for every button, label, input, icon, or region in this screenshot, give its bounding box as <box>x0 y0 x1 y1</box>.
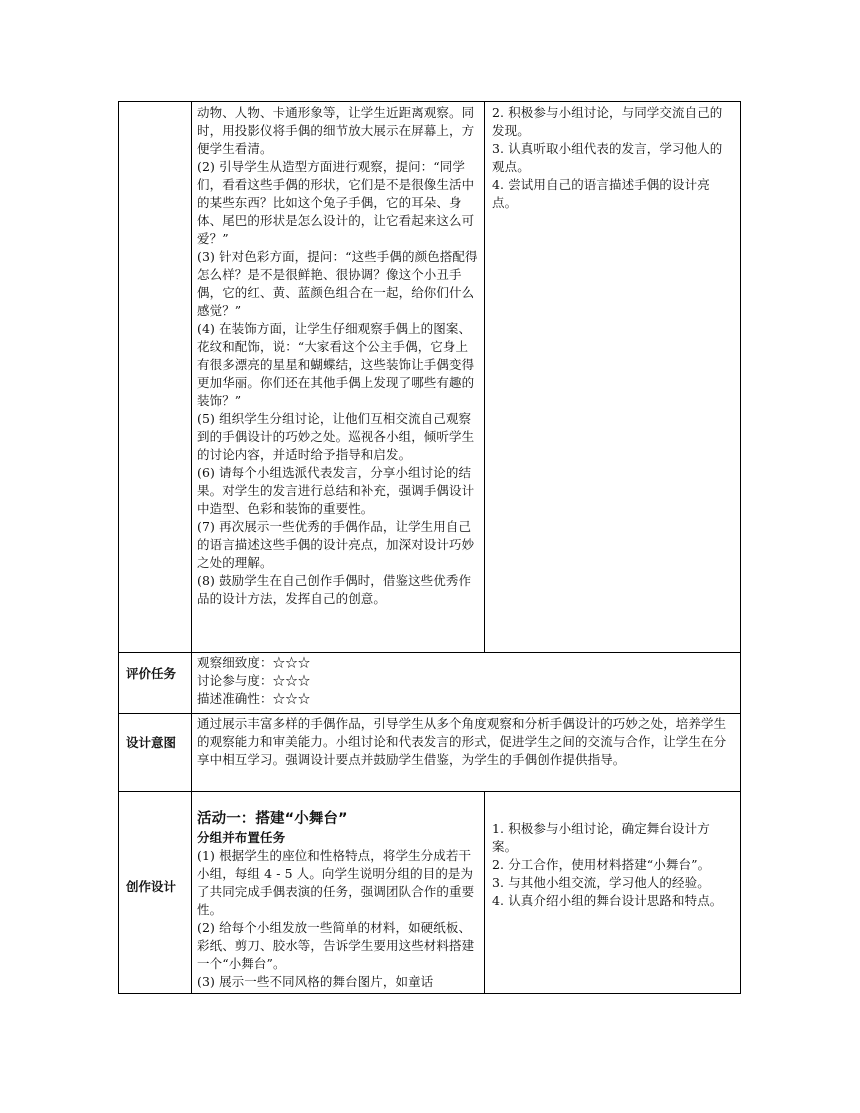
row1-paragraph: (8) 鼓励学生在自己创作手偶时，借鉴这些优秀作品的设计方法，发挥自己的创意。 <box>197 573 472 606</box>
creation-student-activities <box>492 820 734 910</box>
row1-paragraph: 动物、人物、卡通形象等，让学生近距离观察。同时，用投影仪将手偶的细节放大展示在屏幕上，方便学生看清。 <box>197 105 475 156</box>
creation-paragraph: (3) 展示一些不同风格的舞台图片，如童话 <box>197 974 434 989</box>
creation-student-item: 3. 与其他小组交流，学习他人的经验。 <box>492 875 710 890</box>
creation-teacher-activities <box>197 809 478 991</box>
row1-paragraph: (2) 引导学生从造型方面进行观察，提问：“同学们，看看这些手偶的形状，它们是不是很像生活中的某些东西？比如这个兔子手偶，它的耳朵、身体、尾巴的形状是怎么设计的，让它看起来这么可爱？” <box>197 159 475 246</box>
column-divider-right-bottom <box>484 791 485 993</box>
row1-paragraph: (4) 在装饰方面，让学生仔细观察手偶上的图案、花纹和配饰，说：“大家看这个公主手偶，它身上有很多漂亮的星星和蝴蝶结，这些装饰让手偶变得更加华丽。你们还在其他手偶上发现了哪些有趣的装饰？” <box>197 321 475 408</box>
row1-teacher-activities <box>197 104 478 608</box>
row1-student-item: 2. 积极参与小组讨论，与同学交流自己的发现。 <box>492 105 723 138</box>
column-divider-right-top <box>484 102 485 652</box>
lesson-plan-table <box>118 101 741 994</box>
evaluation-line: 讨论参与度：☆☆☆ <box>197 673 311 688</box>
design-intent-text: 通过展示丰富多样的手偶作品，引导学生从多个角度观察和分析手偶设计的巧妙之处，培养学生的观察能力和审美能力。小组讨论和代表发言的形式，促进学生之间的交流与合作，让学生在分享中相互学习。强调设计要点并鼓励学生借鉴，为学生的手偶创作提供指导。 <box>197 716 727 767</box>
creation-label: 创作设计 <box>126 879 177 894</box>
creation-student-item: 1. 积极参与小组讨论，确定舞台设计方案。 <box>492 821 710 854</box>
row1-paragraph: (7) 再次展示一些优秀的手偶作品，让学生用自己的语言描述这些手偶的设计亮点，加深对设计巧妙之处的理解。 <box>197 519 475 570</box>
creation-paragraph: (1) 根据学生的座位和性格特点，将学生分成若干小组，每组 4 - 5 人。向学生说明分组的目的是为了共同完成手偶表演的任务，强调团队合作的重要性。 <box>197 848 475 917</box>
column-divider-label <box>191 102 192 993</box>
activity-title: 活动一：搭建“小舞台” <box>197 811 348 827</box>
creation-paragraph: (2) 给每个小组发放一些简单的材料，如硬纸板、彩纸、剪刀、胶水等，告诉学生要用这些材料搭建一个“小舞台”。 <box>197 920 475 971</box>
row-divider-2 <box>119 713 740 714</box>
creation-student-item: 4. 认真介绍小组的舞台设计思路和特点。 <box>492 893 723 908</box>
design-intent-label: 设计意图 <box>126 735 177 750</box>
row1-student-activities <box>492 104 734 212</box>
row-divider-3 <box>119 791 740 792</box>
row-divider-1 <box>119 652 740 653</box>
row1-paragraph: (3) 针对色彩方面，提问：“这些手偶的颜色搭配得怎么样？是不是很鲜艳、很协调？像这个小丑手偶，它的红、黄、蓝颜色组合在一起，给你们什么感觉？” <box>197 249 478 318</box>
row1-student-item: 3. 认真听取小组代表的发言，学习他人的观点。 <box>492 141 723 174</box>
evaluation-line: 观察细致度：☆☆☆ <box>197 655 311 670</box>
row1-student-item: 4. 尝试用自己的语言描述手偶的设计亮点。 <box>492 177 710 210</box>
evaluation-line: 描述准确性：☆☆☆ <box>197 691 311 706</box>
evaluation-label: 评价任务 <box>126 666 177 681</box>
activity-subheading: 分组并布置任务 <box>197 830 286 845</box>
creation-student-item: 2. 分工合作，使用材料搭建“小舞台”。 <box>492 857 711 872</box>
row1-paragraph: (6) 请每个小组选派代表发言，分享小组讨论的结果。对学生的发言进行总结和补充，强调手偶设计中造型、色彩和装饰的重要性。 <box>197 465 475 516</box>
evaluation-criteria <box>197 654 727 708</box>
row1-paragraph: (5) 组织学生分组讨论，让他们互相交流自己观察到的手偶设计的巧妙之处。巡视各小组，倾听学生的讨论内容，并适时给予指导和启发。 <box>197 411 475 462</box>
